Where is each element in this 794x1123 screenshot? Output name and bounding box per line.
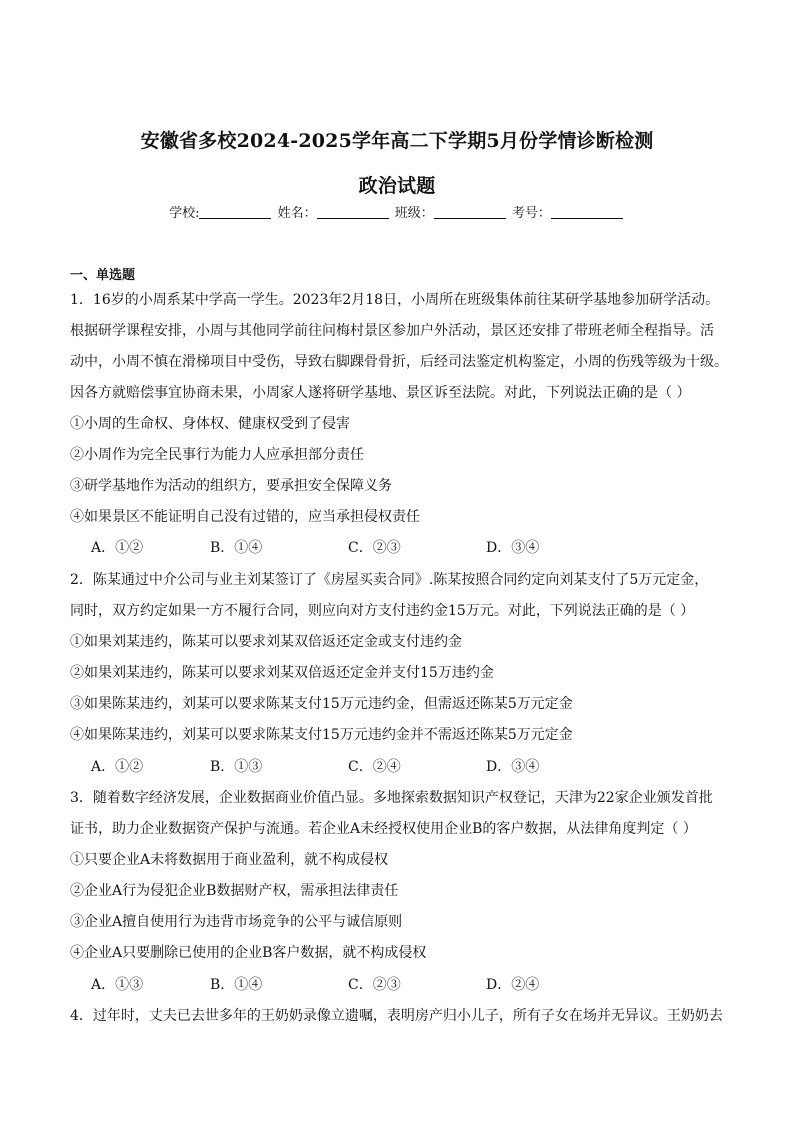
q3-option-b[interactable]: B．①④ [210, 977, 263, 993]
class-blank[interactable] [434, 206, 506, 219]
q1-stem-line: 动中，小周不慎在滑梯项目中受伤，导致右脚踝骨骨折，后经司法鉴定机构鉴定，小周的伤残等级为十级。 [70, 354, 728, 370]
class-label: 班级： [394, 206, 434, 221]
exam-title: 安徽省多校2024-2025学年高二下学期5月份学情诊断检测 [140, 130, 654, 152]
school-label: 学校: [169, 206, 200, 221]
exam-number-label: 考号： [511, 206, 551, 221]
q3-statement: ③企业A擅自使用行为违背市场竞争的公平与诚信原则 [70, 914, 403, 930]
q3-statement: ①只要企业A未将数据用于商业盈利，就不构成侵权 [70, 852, 389, 868]
q1-statement: ①小周的生命权、身体权、健康权受到了侵害 [70, 416, 350, 432]
q2-statement: ②如果刘某违约，陈某可以要求刘某双倍返还定金并支付15万违约金 [70, 665, 494, 681]
q3-option-a[interactable]: A．①③ [91, 977, 144, 993]
q3-stem-line: 3．随着数字经济发展，企业数据商业价值凸显。多地探索数据知识产权登记，天津为22家企业颁发首批 [70, 790, 713, 806]
q2-option-b[interactable]: B．①③ [210, 759, 263, 775]
q1-statement: ③研学基地作为活动的组织方，要承担安全保障义务 [70, 478, 392, 494]
q3-stem-line: 证书，助力企业数据资产保护与流通。若企业A未经授权使用企业B的客户数据，从法律角度判定（ ） [70, 821, 697, 837]
q3-option-c[interactable]: C．②③ [348, 977, 401, 993]
q1-option-b[interactable]: B．①④ [210, 540, 263, 556]
q1-option-c[interactable]: C．②③ [348, 540, 401, 556]
q1-stem-line: 根据研学课程安排，小周与其他同学前往问梅村景区参加户外活动，景区还安排了带班老师全程指导。活 [70, 323, 714, 339]
q2-statement: ①如果刘某违约，陈某可以要求刘某双倍返还定金或支付违约金 [70, 634, 462, 650]
q2-stem-line: 同时，双方约定如果一方不履行合同，则应向对方支付违约金15万元。对此，下列说法正确的是（ ） [70, 603, 695, 619]
q1-stem-line: 1．16岁的小周系某中学高一学生。2023年2月18日，小周所在班级集体前往某研学基地参加研学活动。 [70, 292, 720, 308]
exam-subtitle: 政治试题 [358, 175, 436, 197]
name-label: 姓名： [277, 206, 317, 221]
q3-statement: ④企业A只要删除已使用的企业B客户数据，就不构成侵权 [70, 945, 427, 961]
q1-option-a[interactable]: A．①② [91, 540, 144, 556]
name-blank[interactable] [317, 206, 389, 219]
q1-statement: ②小周作为完全民事行为能力人应承担部分责任 [70, 447, 364, 463]
q3-option-d[interactable]: D．②④ [486, 977, 540, 993]
q2-statement: ③如果陈某违约，刘某可以要求陈某支付15万元违约金，但需返还陈某5万元定金 [70, 696, 573, 712]
q2-option-d[interactable]: D．③④ [486, 759, 540, 775]
q2-statement: ④如果陈某违约，刘某可以要求陈某支付15万元违约金并不需返还陈某5万元定金 [70, 727, 573, 743]
q1-option-d[interactable]: D．③④ [486, 540, 540, 556]
student-info-row [0, 202, 794, 221]
q2-stem-line: 2．陈某通过中介公司与业主刘某签订了《房屋买卖合同》.陈某按照合同约定向刘某支付了5万元定金， [70, 572, 709, 588]
school-blank[interactable] [199, 206, 271, 219]
exam-number-blank[interactable] [551, 206, 623, 219]
q1-stem-line: 因各方就赔偿事宜协商未果，小周家人遂将研学基地、景区诉至法院。对此，下列说法正确的是（ ） [70, 385, 691, 401]
q3-statement: ②企业A行为侵犯企业B数据财产权，需承担法律责任 [70, 883, 399, 899]
q1-statement: ④如果景区不能证明自己没有过错的，应当承担侵权责任 [70, 509, 420, 525]
q2-option-a[interactable]: A．①② [91, 759, 144, 775]
q2-option-c[interactable]: C．②④ [348, 759, 401, 775]
section-heading: 一、单选题 [70, 268, 136, 283]
q4-stem-line: 4．过年时，丈夫已去世多年的王奶奶录像立遗嘱，表明房产归小儿子，所有子女在场并无异议。王奶奶去 [70, 1008, 723, 1024]
